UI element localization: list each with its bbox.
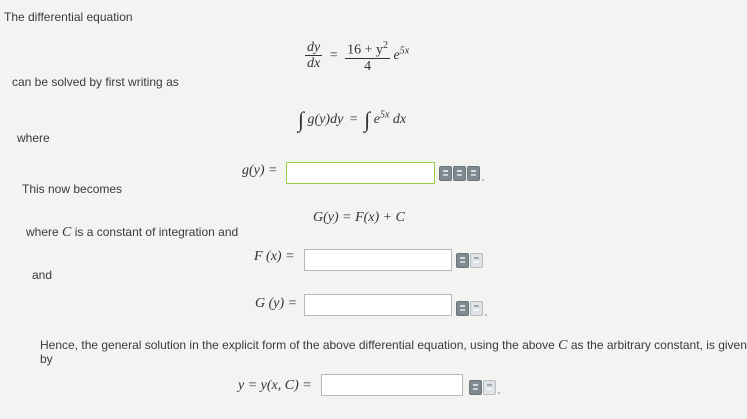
constant-text	[26, 225, 238, 241]
hence-line1-post: as the arbitrary constant, is given	[570, 338, 747, 352]
general-relation: G(y) = F(x) + C	[313, 210, 405, 225]
hence-text	[40, 338, 747, 354]
dot-icon	[498, 392, 500, 394]
differential-equation: $\frac{dy}{dx}$ = $\frac{16 + y^2}{4}$ $e^{5x}$	[307, 40, 410, 74]
preview-icon[interactable]	[483, 380, 496, 395]
hence-line2: by	[40, 352, 53, 366]
and-text: and	[32, 268, 53, 282]
gy-label: g(y) =	[242, 163, 278, 178]
equation-editor-icon[interactable]	[456, 301, 469, 316]
c-symbol: C	[62, 225, 72, 240]
intro-text: The differential equation	[4, 10, 133, 24]
equation-editor-icon[interactable]	[469, 380, 482, 395]
fx-label: F (x) =	[254, 249, 295, 264]
preview-icon[interactable]	[470, 253, 483, 268]
where-c-pre: where	[26, 225, 59, 239]
can-be-solved-text: can be solved by first writing as	[12, 75, 179, 89]
c-symbol: C	[558, 338, 568, 353]
now-becomes-text: This now becomes	[22, 182, 123, 196]
separated-equation: ∫ g(y)dy = ∫ $e^{5x}$ dx	[298, 107, 407, 132]
where-text: where	[17, 131, 50, 145]
preview-icon[interactable]	[453, 166, 466, 181]
dot-icon	[485, 314, 487, 316]
where-c-post: is a constant of integration and	[74, 225, 239, 239]
preview-icon[interactable]	[470, 301, 483, 316]
dot-icon	[482, 179, 484, 181]
help-icon[interactable]	[467, 166, 480, 181]
hence-line1-pre: Hence, the general solution in the explicit form of the above differential equation, using the above	[40, 338, 555, 352]
gy2-input[interactable]	[304, 294, 452, 316]
gy2-label: G (y) =	[255, 296, 298, 311]
gy-input[interactable]	[286, 162, 435, 184]
fx-input[interactable]	[304, 249, 452, 271]
equation-editor-icon[interactable]	[439, 166, 452, 181]
equation-editor-icon[interactable]	[456, 253, 469, 268]
y-label: y = y(x, C) =	[238, 378, 312, 393]
y-input[interactable]	[321, 374, 463, 396]
